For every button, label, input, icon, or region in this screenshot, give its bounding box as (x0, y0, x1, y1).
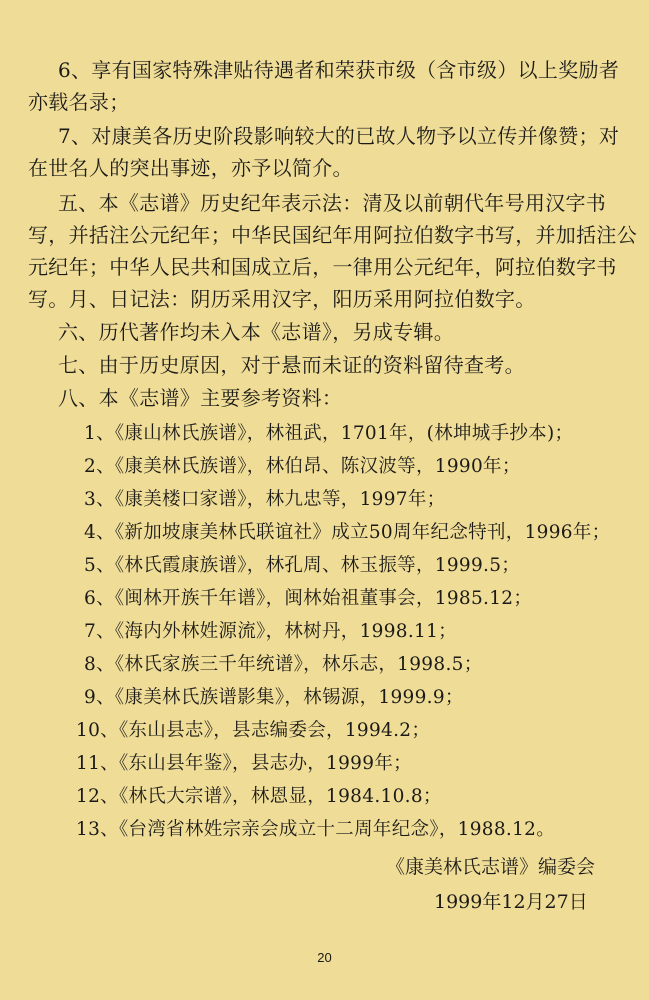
item-6-line-1: 6、享有国家特殊津贴待遇者和荣获市级（含市级）以上奖励者 (58, 58, 620, 82)
reference-item-12: 12、《林氏大宗谱》，林恩显，1984.10.8； (76, 786, 442, 807)
section-8-heading: 八、本《志谱》主要参考资料： (58, 386, 343, 410)
page-number: 20 (317, 950, 332, 965)
reference-item-6: 6、《闽林开族千年谱》，闽林始祖董事会，1985.12； (84, 588, 533, 609)
reference-item-13: 13、《台湾省林姓宗亲会成立十二周年纪念》，1988.12。 (76, 819, 556, 840)
section-7: 七、由于历史原因，对于悬而未证的资料留待查考。 (58, 353, 525, 377)
reference-item-8: 8、《林氏家族三千年统谱》，林乐志，1998.5； (84, 654, 483, 675)
section-6: 六、历代著作均未入本《志谱》，另成专辑。 (58, 320, 454, 344)
item-6-line-2: 亦载名录； (28, 90, 130, 114)
reference-item-9: 9、《康美林氏族谱影集》，林锡源，1999.9； (84, 687, 464, 708)
reference-item-2: 2、《康美林氏族谱》，林伯昂、陈汉波等，1990年； (84, 456, 521, 477)
reference-item-4: 4、《新加坡康美林氏联谊社》成立50周年纪念特刊，1996年； (84, 522, 611, 543)
reference-item-10: 10、《东山县志》，县志编委会，1994.2； (76, 720, 431, 741)
section-5-line-2: 写，并括注公元纪年；中华民国纪年用阿拉伯数字书写，并加括注公 (28, 223, 637, 247)
section-5-line-3: 元纪年；中华人民共和国成立后，一律用公元纪年，阿拉伯数字书 (28, 255, 617, 279)
reference-item-5: 5、《林氏霞康族谱》，林孔周、林玉振等，1999.5； (84, 555, 521, 576)
reference-item-1: 1、《康山林氏族谱》，林祖武，1701年，(林坤城手抄本)； (84, 423, 574, 444)
reference-item-11: 11、《东山县年鉴》，县志办，1999年； (76, 753, 412, 774)
reference-item-7: 7、《海内外林姓源流》，林树丹，1998.11； (84, 621, 457, 642)
item-7-line-1: 7、对康美各历史阶段影响较大的已故人物予以立传并像赞；对 (58, 124, 620, 148)
signature-date: 1999年12月27日 (434, 891, 588, 913)
item-7-line-2: 在世名人的突出事迹，亦予以简介。 (28, 156, 353, 180)
reference-item-3: 3、《康美楼口家谱》，林九忠等，1997年； (84, 489, 446, 510)
section-5-line-4: 写。月、日记法：阴历采用汉字，阳历采用阿拉伯数字。 (28, 287, 536, 311)
editorial-committee-signature: 《康美林氏志谱》编委会 (386, 856, 596, 878)
section-5-line-1: 五、本《志谱》历史纪年表示法：清及以前朝代年号用汉字书 (58, 191, 607, 215)
